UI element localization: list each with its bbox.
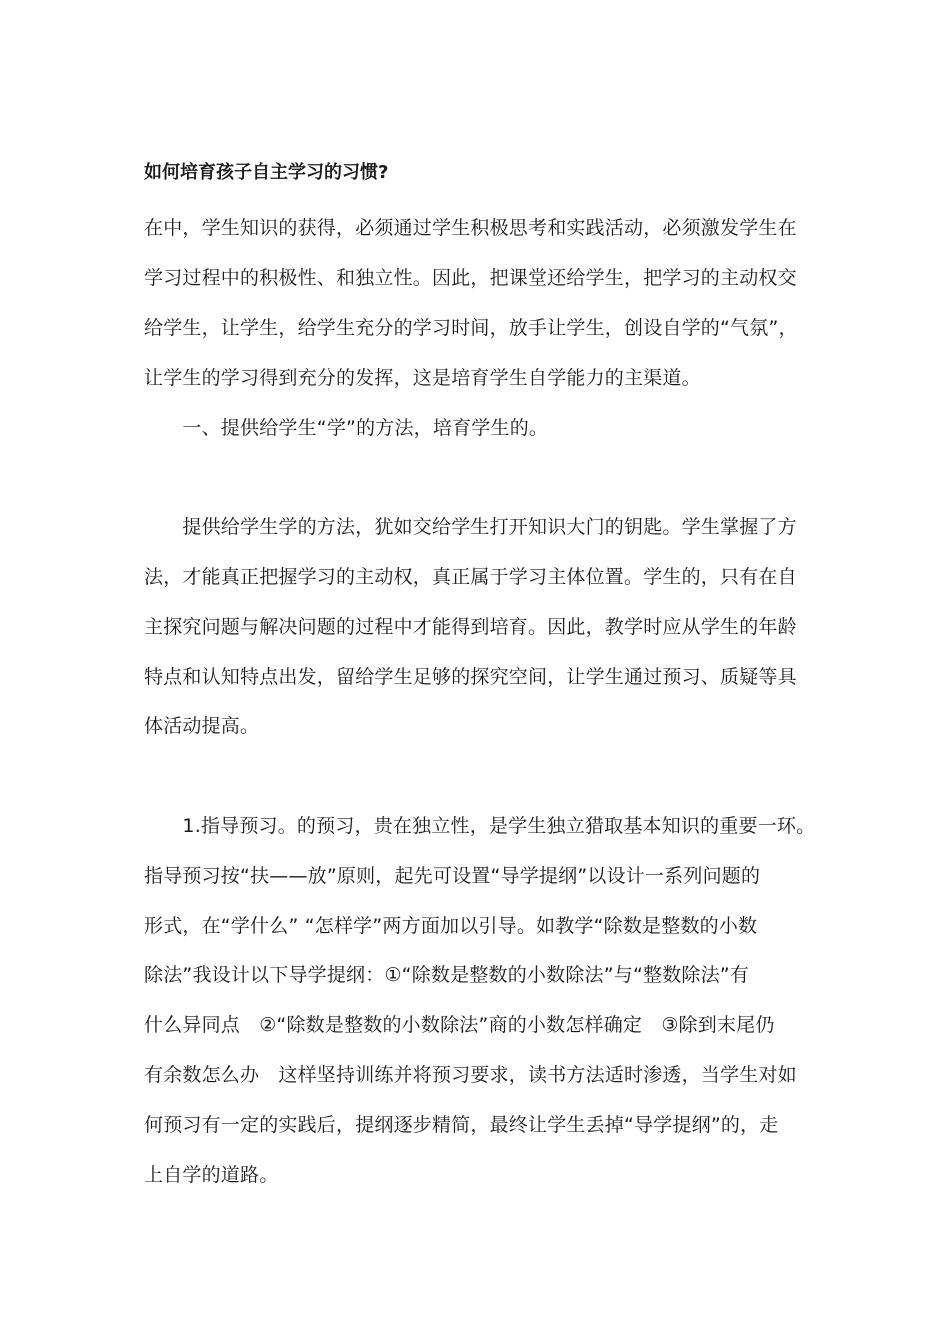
paragraph-line: 有余数怎么办 这样坚持训练并将预习要求，读书方法适时渗透，当学生对如 [144, 1064, 797, 1086]
paragraph-line: 何预习有一定的实践后，提纲逐步精简，最终让学生丢掉“导学提纲”的，走 [144, 1114, 779, 1136]
paragraph-line: 体活动提高。 [144, 715, 260, 737]
paragraph-line: 在中，学生知识的获得，必须通过学生积极思考和实践活动，必须激发学生在 [144, 217, 797, 239]
paragraph-line: 什么异同点 ②“除数是整数的小数除法”商的小数怎样确定 ③除到末尾仍 [144, 1014, 775, 1036]
paragraph-line: 让学生的学习得到充分的发挥，这是培育学生自学能力的主渠道。 [144, 367, 701, 389]
section-heading: 一、提供给学生“学”的方法，培育学生的。 [144, 417, 549, 439]
document-title: 如何培育孩子自主学习的习惯? [144, 162, 389, 183]
paragraph-line: 1.指导预习。的预习，贵在独立性，是学生独立猎取基本知识的重要一环。 [144, 815, 816, 837]
paragraph-line: 法，才能真正把握学习的主动权，真正属于学习主体位置。学生的，只有在自 [144, 566, 797, 588]
paragraph-line: 学习过程中的积极性、和独立性。因此，把课堂还给学生，把学习的主动权交 [144, 267, 797, 289]
paragraph-line: 上自学的道路。 [144, 1164, 279, 1186]
paragraph-line: 指导预习按“扶——放”原则，起先可设置“导学提纲”以设计一系列问题的 [144, 865, 761, 887]
paragraph-line: 提供给学生学的方法，犹如交给学生打开知识大门的钥匙。学生掌握了方 [144, 516, 797, 538]
paragraph-line: 给学生，让学生，给学生充分的学习时间，放手让学生，创设自学的“气氛”， [144, 317, 798, 339]
paragraph-line: 特点和认知特点出发，留给学生足够的探究空间，让学生通过预习、质疑等具 [144, 666, 797, 688]
paragraph-line: 形式，在“学什么” “怎样学”两方面加以引导。如教学“除数是整数的小数 [144, 915, 758, 937]
paragraph-line: 除法”我设计以下导学提纲：①“除数是整数的小数除法”与“整数除法”有 [144, 964, 750, 986]
paragraph-line: 主探究问题与解决问题的过程中才能得到培育。因此，教学时应从学生的年龄 [144, 616, 797, 638]
